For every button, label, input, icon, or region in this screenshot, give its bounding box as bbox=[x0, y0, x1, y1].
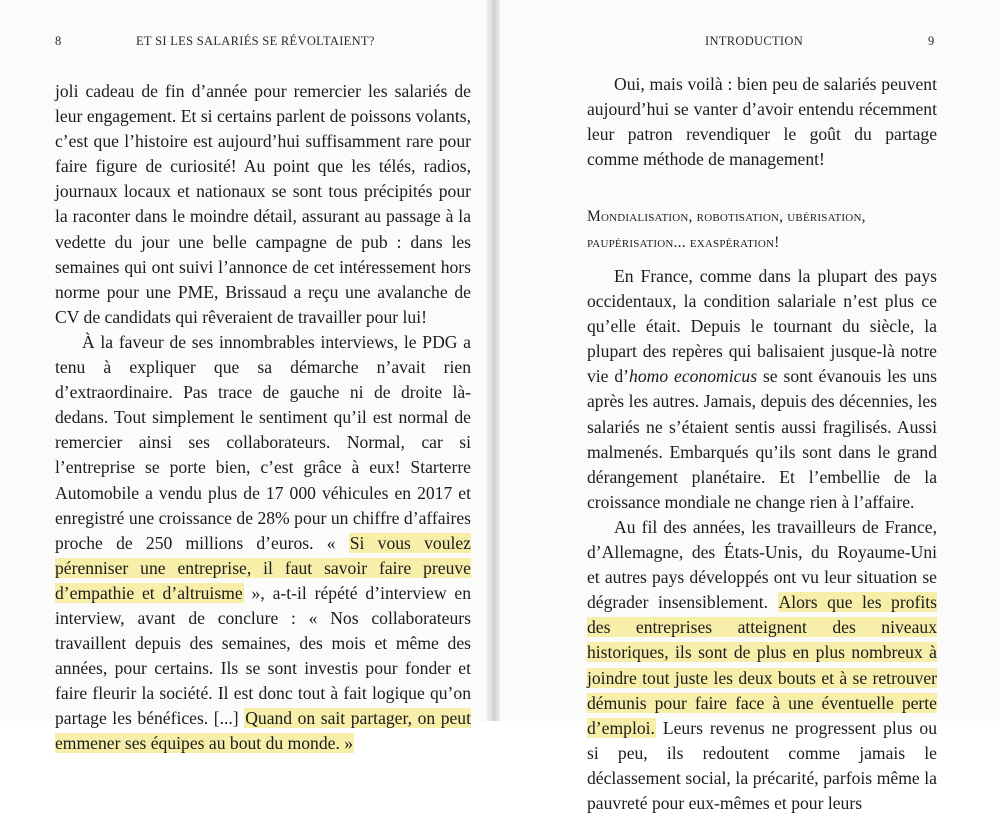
paragraph bbox=[587, 515, 937, 816]
paragraph-text: joli cadeau de fin d’année pour remercier les salariés de leur engagement. Et si certains parlent de poissons volants, c’est que l’histoire est aujourd’hui suffisamment rare pour faire figure de curiosité! Au point que les télés, radios, journaux locaux et nationaux se sont tous précipités pour la raconter dans le moindre détail, assurant au passage à la vedette du jour une belle campagne de pub : dans les semaines qui ont suivi l’annonce de cet intéressement hors norme pour une PME, Brissaud a reçu une avalanche de CV de candidats qui rêveraient de travailler pour lui! bbox=[55, 81, 471, 327]
running-head-right: INTRODUCTION bbox=[705, 34, 804, 48]
highlighted-quote: Quand on sait partager, on peut emmener ses équipes au bout du monde. » bbox=[55, 708, 471, 754]
left-page bbox=[0, 0, 486, 754]
paragraph bbox=[587, 72, 937, 172]
page-number-right: 9 bbox=[928, 34, 935, 48]
left-body-text bbox=[55, 79, 471, 757]
italic-term: homo economicus bbox=[629, 366, 758, 387]
right-intro-text bbox=[587, 72, 937, 172]
paragraph bbox=[55, 330, 471, 757]
paragraph-text: À la faveur de ses innombrables interviews, le PDG a tenu à expliquer que sa démarche n’avait rien d’extraordinaire. Pas trace de gauche ni de droite là-dedans. Tout simplement le sentiment qu’il est normal de remercier ainsi ses collaborateurs. Normal, car si l’entreprise se porte bien, c’est grâce à eux! Starterre Automobile a vendu plus de 17 000 véhicules en 2017 et enregistré une croissance de 28% pour un chiffre d’affaires proche de 250 millions d’euros. « bbox=[55, 331, 471, 553]
page-number-left: 8 bbox=[55, 34, 62, 48]
paragraph bbox=[55, 79, 471, 330]
highlighted-quote: Si vous voulez pérenniser une entreprise, il faut savoir faire preuve d’empathie et d’altruisme bbox=[55, 532, 471, 603]
highlighted-passage: Alors que les profits des entreprises atteignent des niveaux historiques, ils sont de plus en plus nombreux à joindre tout juste les deux bouts et à se retrouver démunis pour faire face à une éventuelle perte d’emploi. bbox=[587, 592, 937, 738]
section-heading: Mondialisation, robotisation, ubérisation, paupérisation... exaspération! bbox=[587, 208, 866, 251]
paragraph bbox=[587, 264, 937, 515]
paragraph-text: », a-t-il répété d’interview en interview, avant de conclure : « Nos collaborateurs travaillent depuis des semaines, des mois et même des années, pour certains. Ils se sont investis pour fonder et faire fleurir la société. Il est donc tout à fait logique qu’on partage les bénéfices. [...] bbox=[55, 582, 471, 729]
paragraph-text: Leurs revenus ne progressent plus ou si peu, ils redoutent comme jamais le déclassement social, la précarité, parfois même la pauvreté pour eux-mêmes et pour leurs bbox=[587, 717, 937, 813]
paragraph-text: En France, comme dans la plupart des pays occidentaux, la condition salariale n’est plus ce qu’elle était. Depuis le tournant du siècle, la plupart des repères qui balisaient jusque-là notre vie d’ bbox=[587, 266, 937, 387]
running-head-left: ET SI LES SALARIÉS SE RÉVOLTAIENT? bbox=[136, 34, 375, 48]
book-gutter bbox=[486, 0, 500, 721]
paragraph-text: se sont évanouis les uns après les autres. Jamais, depuis des décennies, les salariés ne s’étaient sentis aussi fragilisés. Aussi malmenés. Embarqués qu’ils sont dans le grand dérangement planétaire. Et l’embellie de la croissance mondiale ne change rien à l’affaire. bbox=[587, 366, 937, 512]
paragraph-text: Au fil des années, les travailleurs de France, d’Allemagne, des États-Unis, du Royaume-Uni et autres pays développés ont vu leur situation se dégrader insensiblement. bbox=[587, 516, 937, 613]
paragraph-text: Oui, mais voilà : bien peu de salariés peuvent aujourd’hui se vanter d’avoir entendu récemment leur patron revendiquer le goût du partage comme méthode de management! bbox=[587, 74, 937, 170]
right-body-text bbox=[587, 264, 937, 816]
